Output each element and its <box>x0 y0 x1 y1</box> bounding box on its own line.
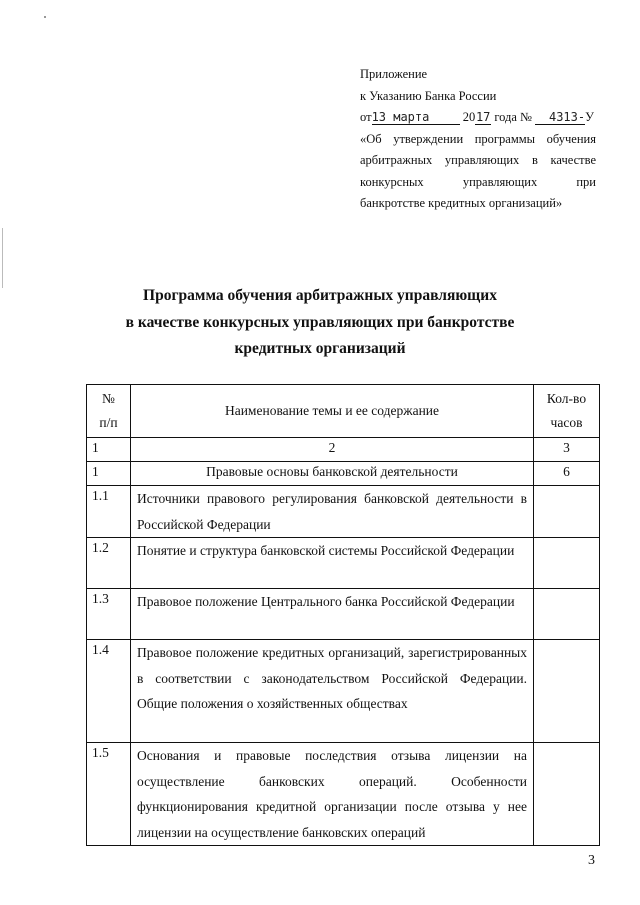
appendix-title-line-4: банкротстве кредитных организаций» <box>360 196 563 210</box>
row-num: 1.3 <box>87 589 131 640</box>
header-num-symbol: № <box>102 391 115 406</box>
header-hours <box>534 385 600 438</box>
header-hours-line-1: Кол-во <box>546 391 587 406</box>
row-hours <box>534 743 600 846</box>
row-hours <box>534 640 600 743</box>
date-prefix: от <box>360 110 372 124</box>
row-topic: Понятие и структура банковской системы Российской Федерации <box>131 538 534 589</box>
row-topic: Правовое положение кредитных организаций, зарегистрированных в соответствии с законодательством Российской Федерации. Общие положения о хозяйственных обществах <box>131 640 534 743</box>
section-topic: Правовые основы банковской деятельности <box>131 462 534 486</box>
table-row <box>87 486 600 538</box>
program-table <box>86 384 600 846</box>
row-hours <box>534 538 600 589</box>
row-hours <box>534 486 600 538</box>
index-cell-3: 3 <box>534 438 600 462</box>
appendix-title-line-3: конкурсных управляющих при <box>360 174 596 189</box>
document-title-line-2: в качестве конкурсных управляющих при банкротстве <box>125 313 515 331</box>
row-num: 1.1 <box>87 486 131 538</box>
appendix-date-line <box>360 107 596 129</box>
row-num: 1.4 <box>87 640 131 743</box>
section-hours: 6 <box>534 462 600 486</box>
section-num: 1 <box>87 462 131 486</box>
table-row <box>87 640 600 743</box>
index-cell-2: 2 <box>131 438 534 462</box>
index-cell-1: 1 <box>87 438 131 462</box>
appendix-reference: к Указанию Банка России <box>360 88 497 103</box>
doc-number: 4313- <box>535 110 585 125</box>
row-topic: Правовое положение Центрального банка Российской Федерации <box>131 589 534 640</box>
header-topic: Наименование темы и ее содержание <box>131 385 534 438</box>
appendix-title-line-2: арбитражных управляющих в качестве <box>360 153 596 167</box>
header-num-label: п/п <box>99 415 118 430</box>
date-year-prefix: 20 <box>462 110 476 124</box>
row-num: 1.2 <box>87 538 131 589</box>
table-header-row <box>87 385 600 438</box>
scan-edge-mark <box>2 228 3 288</box>
row-topic: Источники правового регулирования банковской деятельности в Российской Федерации <box>131 486 534 538</box>
document-title-line-1: Программа обучения арбитражных управляющих <box>143 287 497 304</box>
row-num: 1.5 <box>87 743 131 846</box>
date-year-suffix: 17 <box>475 110 491 124</box>
document-title <box>120 283 520 363</box>
row-hours <box>534 589 600 640</box>
table-index-row <box>87 438 600 462</box>
appendix-label: Приложение <box>360 67 428 81</box>
row-topic: Основания и правовые последствия отзыва лицензии на осуществление банковских операций. Особенности функционирования кредитной организации после отзыва у нее лицензии на осуществление банковских операций <box>131 743 534 846</box>
document-title-line-3: кредитных организаций <box>234 340 406 357</box>
date-year-word: года № <box>494 110 532 124</box>
scan-speck <box>44 16 46 18</box>
table-row <box>87 589 600 640</box>
appendix-title-line-1: «Об утверждении программы обучения <box>360 131 596 146</box>
header-hours-line-2: часов <box>550 415 583 430</box>
table-row <box>87 538 600 589</box>
header-num <box>87 385 131 438</box>
date-day-month: 13 марта <box>372 110 460 125</box>
appendix-block <box>360 64 596 215</box>
section-row <box>87 462 600 486</box>
doc-number-suffix: У <box>585 110 594 124</box>
table-row <box>87 743 600 846</box>
page-number: 3 <box>588 853 595 868</box>
